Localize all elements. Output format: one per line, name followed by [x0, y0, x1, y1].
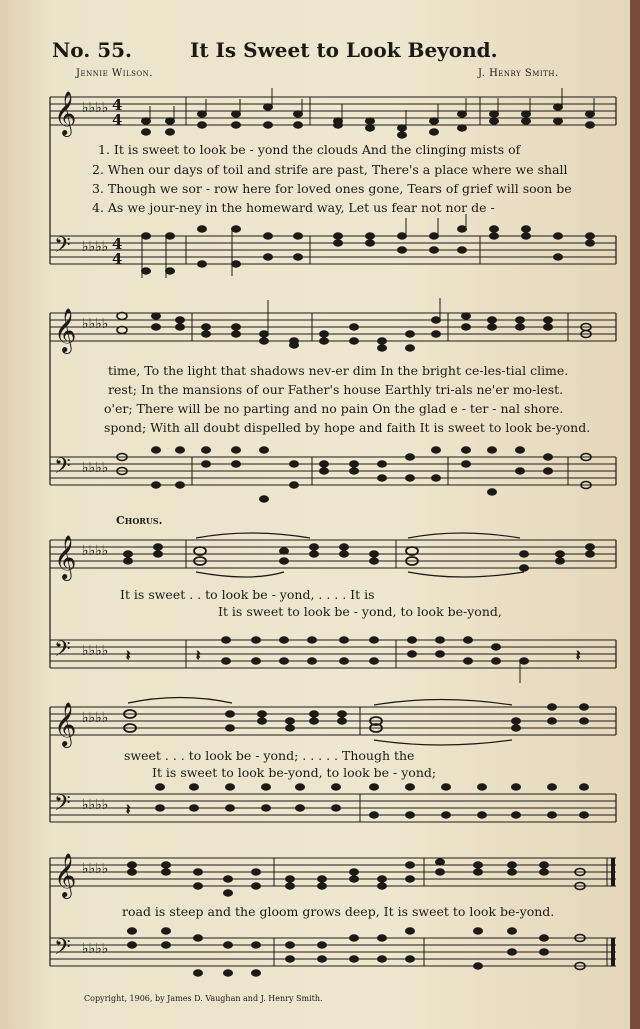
bass-clef-icon: 𝄢 [54, 791, 71, 821]
bass-clef-icon: 𝄢 [54, 454, 71, 484]
treble-clef-icon: 𝄞 [54, 535, 77, 579]
rest-icon: 𝄽 [196, 648, 201, 664]
bass-clef-icon: 𝄢 [54, 935, 71, 965]
bass-clef-icon: 𝄢 [54, 637, 71, 667]
flat-icon: ♭♭♭♭ [82, 710, 109, 726]
final-double-barline [607, 858, 615, 966]
treble-clef-icon: 𝄞 [54, 91, 77, 135]
flat-icon: ♭♭♭♭ [82, 543, 109, 559]
flat-icon: ♭♭♭♭ [82, 861, 109, 877]
treble-clef-icon: 𝄞 [54, 702, 77, 746]
note-group [142, 214, 595, 278]
copyright-notice: Copyright, 1906, by James D. Vaughan and J. Henry Smith. [84, 994, 323, 1003]
stanza-4-line-2: spond; With all doubt dispelled by hope and faith It is sweet to look be-yond. [104, 420, 591, 435]
chorus-line-3: road is steep and the gloom grows deep, It is sweet to look be-yond. [122, 904, 555, 919]
stanza-4-line-1: 4. As we jour-ney in the homeward way, Let us fear not nor de - [92, 200, 495, 215]
chorus-line-1-soprano: It is sweet . . to look be - yond, . . . . It is [120, 587, 375, 602]
lyricist-credit: Jennie Wilson. [76, 68, 153, 79]
chorus-line-2-bass: It is sweet to look be-yond, to look be - yond; [152, 765, 437, 780]
rest-icon: 𝄽 [126, 802, 131, 818]
flat-icon: ♭♭♭♭ [82, 797, 109, 813]
note-group [126, 637, 580, 683]
hymn-number: No. 55. [52, 38, 132, 62]
stanza-1-line-1: 1. It is sweet to look be - yond the clouds And the clinging mists of [98, 142, 521, 157]
flat-icon: ♭♭♭♭ [82, 460, 109, 476]
system-3-treble-staff [50, 540, 616, 568]
flat-icon: ♭♭♭♭ [82, 100, 109, 116]
composer-credit: J. Henry Smith. [478, 68, 559, 79]
flat-icon: ♭♭♭♭ [82, 239, 109, 255]
note-group [128, 859, 586, 896]
treble-clef-icon: 𝄞 [54, 853, 77, 897]
system-2-bass-staff [50, 457, 616, 485]
stanza-1-line-2: time, To the light that shadows nev-er dim In the bright ce-les-tial clime. [108, 363, 569, 378]
time-signature-icon: 4 [112, 96, 123, 114]
note-group [117, 298, 591, 351]
bass-clef-icon: 𝄢 [54, 233, 71, 263]
chorus-line-2-soprano: sweet . . . to look be - yond; . . . . . Though the [124, 748, 415, 763]
time-signature-icon: 4 [112, 111, 123, 129]
flat-icon: ♭♭♭♭ [82, 941, 109, 957]
stanza-3-line-2: o'er; There will be no parting and no pain On the glad e - ter - nal shore. [104, 401, 564, 416]
chorus-label: Chorus. [116, 514, 163, 527]
measure-barlines [186, 97, 568, 966]
note-group [142, 88, 595, 138]
treble-clef-icon: 𝄞 [54, 308, 77, 352]
notes [117, 88, 595, 976]
stanza-3-line-1: 3. Though we sor - row here for loved ones gone, Tears of grief will soon be [92, 181, 572, 196]
chorus-line-1-bass: It is sweet to look be - yond, to look be-yond, [218, 604, 502, 619]
clefs-and-signatures [54, 91, 122, 965]
note-group [117, 447, 591, 502]
flat-icon: ♭♭♭♭ [82, 643, 109, 659]
stanza-2-line-1: 2. When our days of toil and strife are past, There's a place where we shall [92, 162, 568, 177]
stanza-2-line-2: rest; In the mansions of our Father's house Earthly tri-als ne'er mo-lest. [108, 382, 564, 397]
system-left-barlines [50, 97, 616, 966]
system-3-bass-staff [50, 640, 616, 668]
hymn-title: It Is Sweet to Look Beyond. [190, 38, 498, 62]
rest-icon: 𝄽 [126, 648, 131, 664]
system-1-bass-staff [50, 236, 616, 264]
flat-icon: ♭♭♭♭ [82, 316, 109, 332]
system-2-treble-staff [50, 313, 616, 341]
rest-icon: 𝄽 [576, 648, 581, 664]
time-signature-icon: 4 [112, 235, 123, 253]
time-signature-icon: 4 [112, 250, 123, 268]
system-1-treble-staff [50, 97, 616, 125]
